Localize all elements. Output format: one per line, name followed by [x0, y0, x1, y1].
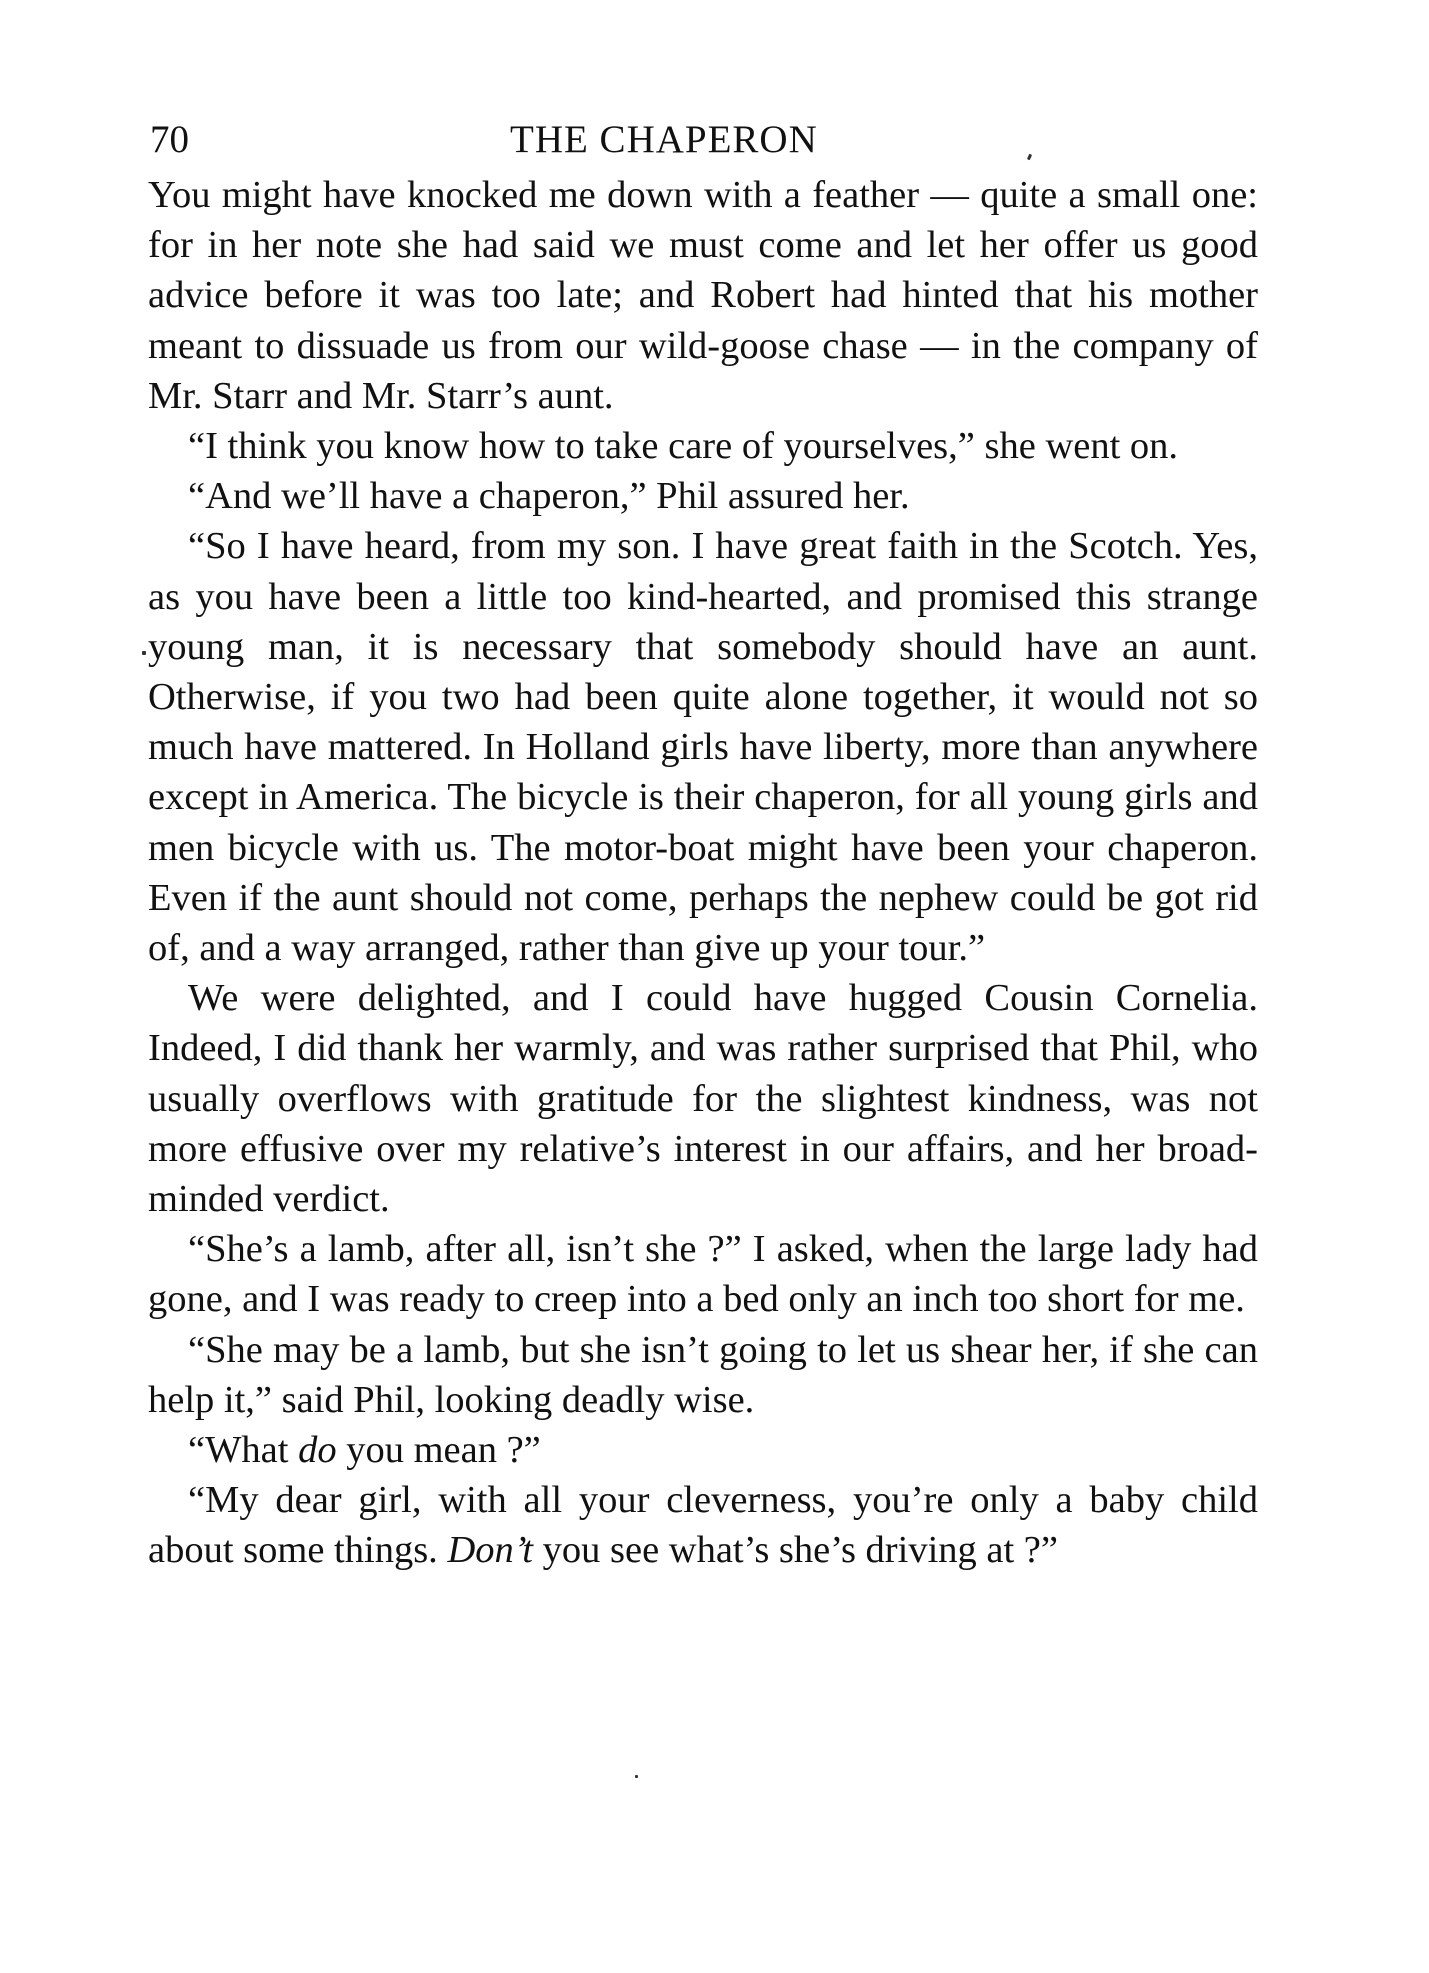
text-run: “I think you know how to take care of yourselves,” she went on.: [188, 425, 1179, 468]
paragraph: [148, 170, 1258, 421]
italic-text: do: [298, 1429, 337, 1472]
text-run: You might have knocked me down with a feather — quite a small one: for in her note she had said we must come and let her offer us good advice before it was too late; and Robert had hinted that his mother meant to dissuade us from our wild-goose chase — in the company of Mr. Starr and Mr. Starr’s aunt.: [148, 174, 1258, 417]
paragraph: [148, 471, 1258, 521]
print-speck: [635, 1775, 638, 1778]
paragraph: [148, 1325, 1258, 1425]
text-run: We were delighted, and I could have hugged Cousin Cornelia. Indeed, I did thank her warmly, and was rather surprised that Phil, who usually overflows with gratitude for the slightest kindness, was not more effusive over my relative’s interest in our affairs, and her broad-minded verdict.: [148, 977, 1258, 1221]
text-run: “What: [188, 1429, 299, 1472]
paragraph: [148, 1425, 1258, 1475]
running-title: THE CHAPERON: [510, 118, 818, 161]
text-run: “And we’ll have a chaperon,” Phil assured her.: [188, 475, 910, 518]
text-run: “So I have heard, from my son. I have great faith in the Scotch. Yes, as you have been a little too kind-hearted, and promised this strange young man, it is necessary that somebody should have an aunt. Otherwise, if you two had been quite alone together, it would not so much have mattered. In Holland girls have liberty, more than anywhere except in America. The bicycle is their chaperon, for all young girls and men bicycle with us. The motor-boat might have been your chaperon. Even if the aunt should not come, perhaps the nephew could be got rid of, and a way arranged, rather than give up your tour.”: [148, 525, 1258, 970]
page-number: 70: [150, 118, 189, 161]
print-speck: [142, 651, 146, 655]
italic-text: Don’t: [447, 1529, 533, 1572]
text-run: you see what’s she’s driving at ?”: [533, 1529, 1058, 1572]
text-run: “She may be a lamb, but she isn’t going to let us shear her, if she can help it,” said Phil, looking deadly wise.: [148, 1328, 1258, 1421]
text-run: “My dear girl, with all your cleverness, you’re only a baby child about some things.: [148, 1479, 1258, 1572]
text-run: “She’s a lamb, after all, isn’t she ?” I asked, when the large lady had gone, and I was ready to creep into a bed only an inch too short for me.: [148, 1228, 1258, 1321]
text-run: you mean ?”: [336, 1429, 541, 1472]
paragraph: [148, 1475, 1258, 1575]
paragraph: [148, 973, 1258, 1224]
running-head: [150, 112, 1250, 168]
paragraph: [148, 1224, 1258, 1324]
paragraph: [148, 421, 1258, 471]
paragraph: [148, 521, 1258, 973]
body-text: [148, 170, 1258, 1576]
